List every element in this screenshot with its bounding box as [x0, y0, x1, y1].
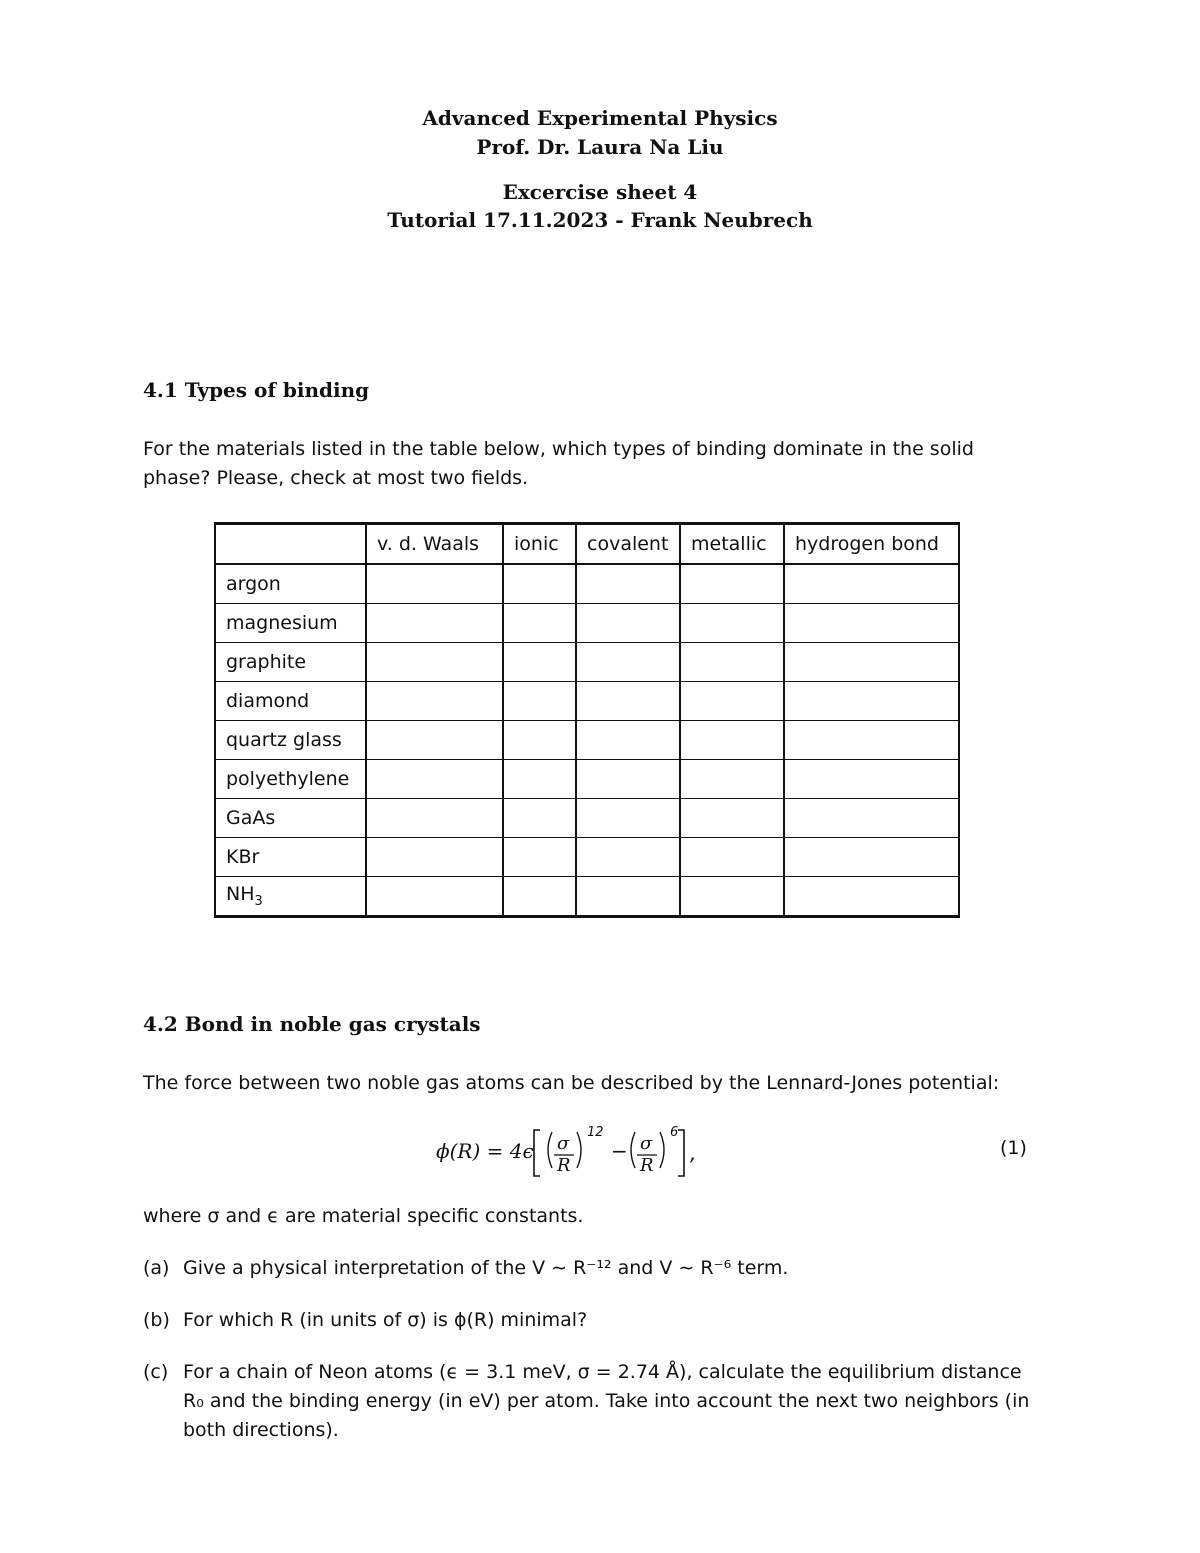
table-header-cell: metallic: [680, 524, 784, 565]
check-field[interactable]: [503, 799, 576, 838]
check-field[interactable]: [366, 721, 503, 760]
check-field[interactable]: [576, 564, 680, 604]
check-field[interactable]: [503, 643, 576, 682]
check-field[interactable]: [784, 799, 959, 838]
check-field[interactable]: [366, 682, 503, 721]
question-label: (b): [143, 1309, 170, 1331]
check-field[interactable]: [784, 643, 959, 682]
tutorial-info: Tutorial 17.11.2023 - Frank Neubrech: [387, 208, 813, 232]
material-name: diamond: [215, 682, 366, 721]
sheet-title: Excercise sheet 4: [502, 180, 698, 204]
question-label: (a): [143, 1257, 170, 1279]
check-field[interactable]: [680, 643, 784, 682]
check-field[interactable]: [680, 721, 784, 760]
material-name: polyethylene: [215, 760, 366, 799]
table-row: [215, 721, 959, 760]
check-field[interactable]: [503, 721, 576, 760]
svg-text:σ: σ: [557, 1133, 570, 1154]
constants-note: where σ and ϵ are material specific constants.: [143, 1205, 584, 1227]
check-field[interactable]: [680, 760, 784, 799]
check-field[interactable]: [576, 760, 680, 799]
check-field[interactable]: [576, 721, 680, 760]
professor-name: Prof. Dr. Laura Na Liu: [476, 135, 724, 159]
section-4-1-title: 4.1 Types of binding: [143, 378, 370, 402]
table-row: [215, 604, 959, 643]
lennard-jones-equation: [436, 1120, 736, 1185]
svg-text:6: 6: [670, 1125, 679, 1140]
check-field[interactable]: [680, 877, 784, 917]
check-field[interactable]: [576, 604, 680, 643]
check-field[interactable]: [366, 877, 503, 917]
table-header-row: [215, 524, 959, 565]
question-text: Give a physical interpretation of the V ∼ R⁻¹² and V ∼ R⁻⁶ term.: [183, 1257, 789, 1279]
check-field[interactable]: [366, 564, 503, 604]
check-field[interactable]: [784, 564, 959, 604]
check-field[interactable]: [680, 682, 784, 721]
section-4-2-title: 4.2 Bond in noble gas crystals: [143, 1012, 481, 1036]
table-row: [215, 799, 959, 838]
svg-text:12: 12: [587, 1125, 604, 1140]
table-row: [215, 838, 959, 877]
binding-table: [214, 522, 960, 918]
material-name: $NH_3$: [215, 877, 366, 917]
material-name: argon: [215, 564, 366, 604]
section-4-1-intro: For the materials listed in the table below, which types of binding dominate in the solid phase? Please, check at most two fields.: [143, 438, 974, 489]
question-label: (c): [143, 1361, 169, 1383]
material-name: magnesium: [215, 604, 366, 643]
check-field[interactable]: [576, 799, 680, 838]
check-field[interactable]: [784, 760, 959, 799]
check-field[interactable]: [503, 682, 576, 721]
table-header-cell: hydrogen bond: [784, 524, 959, 565]
check-field[interactable]: [503, 877, 576, 917]
svg-text:R: R: [557, 1155, 571, 1176]
check-field[interactable]: [576, 643, 680, 682]
check-field[interactable]: [366, 838, 503, 877]
check-field[interactable]: [366, 604, 503, 643]
table-header-cell: v. d. Waals: [366, 524, 503, 565]
check-field[interactable]: [784, 877, 959, 917]
check-field[interactable]: [784, 721, 959, 760]
material-name: graphite: [215, 643, 366, 682]
check-field[interactable]: [784, 604, 959, 643]
question-text: For which R (in units of σ) is ϕ(R) minimal?: [183, 1309, 588, 1331]
course-title: Advanced Experimental Physics: [422, 106, 778, 130]
svg-text:R: R: [640, 1155, 654, 1176]
check-field[interactable]: [680, 799, 784, 838]
question-text: For a chain of Neon atoms (ϵ = 3.1 meV, σ = 2.74 Å), calculate the equilibrium distance R₀ and the binding energy (in eV) per atom. Take into account the next two neighbors (in both directions).: [183, 1361, 1030, 1441]
check-field[interactable]: [503, 838, 576, 877]
check-field[interactable]: [503, 604, 576, 643]
table-row: [215, 682, 959, 721]
material-name: quartz glass: [215, 721, 366, 760]
table-header-cell: [215, 524, 366, 565]
table-header-cell: ionic: [503, 524, 576, 565]
material-name: GaAs: [215, 799, 366, 838]
svg-text:ϕ(R) = 4ϵ: ϕ(R) = 4ϵ: [436, 1139, 534, 1163]
check-field[interactable]: [576, 682, 680, 721]
equation-number: (1): [1000, 1137, 1027, 1159]
equation-graphic: [436, 1120, 736, 1180]
check-field[interactable]: [680, 564, 784, 604]
table-row: [215, 643, 959, 682]
table-row: [215, 760, 959, 799]
table-row: [215, 877, 959, 917]
check-field[interactable]: [680, 604, 784, 643]
check-field[interactable]: [784, 682, 959, 721]
svg-text:σ: σ: [640, 1133, 653, 1154]
check-field[interactable]: [680, 838, 784, 877]
table-header-cell: covalent: [576, 524, 680, 565]
svg-text:−: −: [611, 1139, 628, 1163]
check-field[interactable]: [366, 643, 503, 682]
table-row: [215, 564, 959, 604]
check-field[interactable]: [576, 838, 680, 877]
check-field[interactable]: [503, 564, 576, 604]
section-4-2-intro: The force between two noble gas atoms can be described by the Lennard-Jones potential:: [143, 1072, 1000, 1094]
check-field[interactable]: [576, 877, 680, 917]
check-field[interactable]: [366, 799, 503, 838]
check-field[interactable]: [503, 760, 576, 799]
check-field[interactable]: [784, 838, 959, 877]
check-field[interactable]: [366, 760, 503, 799]
material-name: KBr: [215, 838, 366, 877]
svg-text:,: ,: [690, 1141, 697, 1165]
